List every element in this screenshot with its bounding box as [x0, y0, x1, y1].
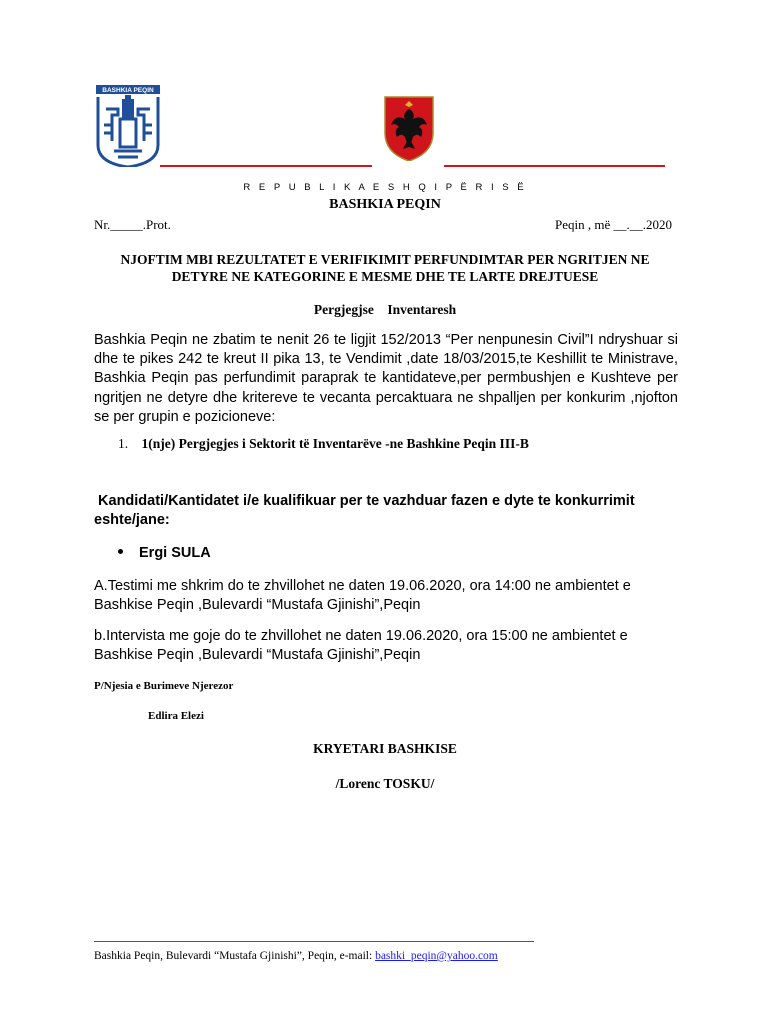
footer-email-link[interactable]: bashki_peqin@yahoo.com	[375, 950, 498, 962]
logo-text: BASHKIA PEQIN	[102, 87, 154, 94]
state-emblem	[383, 93, 435, 161]
notice-title: NJOFTIM MBI REZULTATET E VERIFIKIMIT PERFUNDIMTAR PER NGRITJEN NE DETYRE NE KATEGORINE E MESME DHE TE LARTE DREJTUESE	[120, 252, 650, 284]
position-number: 1.	[118, 436, 129, 451]
mayor-title: KRYETARI BASHKISE	[313, 741, 457, 756]
candidate-name: Ergi SULA	[139, 545, 211, 561]
hr-unit-signatory: Edlira Elezi	[148, 710, 204, 722]
written-test-paragraph: A.Testimi me shkrim do te zhvillohet ne daten 19.06.2020, ora 14:00 ne ambientet e Bashkise Peqin ,Bulevardi “Mustafa Gjinishi”,Peqin	[94, 578, 631, 613]
footer-address	[94, 950, 498, 962]
footer-address-text: Bashkia Peqin, Bulevardi “Mustafa Gjinishi”, Peqin, e-mail:	[94, 950, 376, 962]
position-title: 1(nje) Pergjegjes i Sektorit të Inventarëve -ne Bashkine Peqin III-B	[141, 436, 529, 451]
notice-subtitle: Pergjegjse Inventaresh	[313, 302, 457, 317]
document-date: Peqin , më __.__.2020	[555, 217, 672, 232]
republic-heading: R E P U B L I K A E S H Q I P Ë R I S Ë	[243, 182, 527, 193]
candidates-heading: Kandidati/Kantidatet i/e kualifikuar per te vazhduar fazen e dyte te konkurrimit eshte/jane:	[94, 493, 639, 528]
mayor-name: /Lorenc TOSKU/	[335, 776, 435, 791]
footer-divider	[94, 941, 534, 942]
candidate-list-item	[118, 545, 211, 561]
bullet-icon	[118, 549, 123, 554]
header-red-rule-left	[160, 165, 372, 167]
header-red-rule-right	[444, 165, 665, 167]
municipality-heading: BASHKIA PEQIN	[329, 197, 441, 212]
interview-paragraph: b.Intervista me goje do te zhvillohet ne daten 19.06.2020, ora 15:00 ne ambientet e Bashkise Peqin ,Bulevardi “Mustafa Gjinishi”,Peqin	[94, 628, 628, 663]
protocol-number: Nr._____.Prot.	[94, 217, 171, 232]
position-list-item	[118, 436, 529, 452]
hr-unit-label: P/Njesia e Burimeve Njerezor	[94, 680, 234, 692]
intro-paragraph: Bashkia Peqin ne zbatim te nenit 26 te ligjit 152/2013 “Per nenpunesin Civil”I ndryshuar si dhe te pikes 242 te kreut II pika 13, te Vendimit ,date 18/03/2015,te Keshillit te Ministrave, Bashkia Peqin pas perfundimit paraprak te kantidateve,per permbushjen e Kushteve per ngritjen ne detyre dhe kritereve te vecanta percaktuara ne shpalljen per konkurim ,njofton se per grupin e pozicioneve:	[94, 332, 678, 425]
municipality-logo	[92, 85, 164, 167]
